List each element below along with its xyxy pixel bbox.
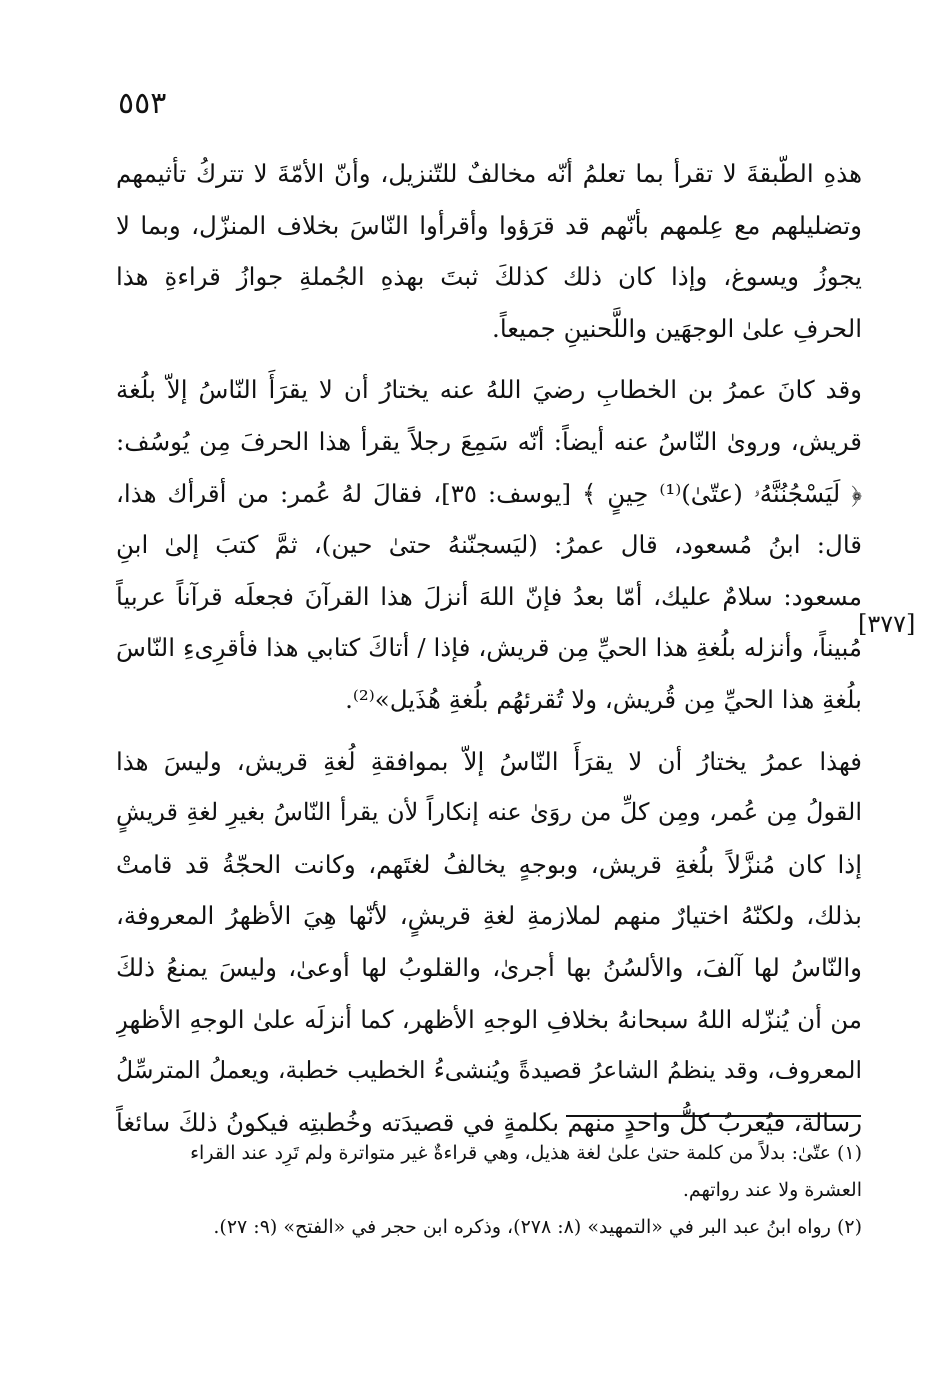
text-line: من أن يُنزّله اللهُ سبحانهُ بخلافِ الوجهِ الأظهر، كما أنزلَه علىٰ الوجهِ الأظهرِ — [116, 1004, 862, 1034]
text-line: ﴿ لَيَسْجُنُنَّهُۥ (عتّىٰ)⁽¹⁾ حِينٍ ﴾ [يوسف: ٣٥]، فقالَ لهُ عُمر: من أقرأك هذا، — [116, 478, 862, 508]
footnote-line: العشرة ولا عند رواتهم. — [682, 1179, 862, 1201]
text-line: والنّاسُ لها آلفَ، والألسُنُ بها أجرىٰ، والقلوبُ لها أوعىٰ، وليسَ يمنعُ ذلكَ — [116, 952, 862, 982]
text-line: قريش، وروىٰ النّاسُ عنه أيضاً: أنّه سَمِعَ رجلاً يقرأ هذا الحرفَ مِن يُوسُف: — [116, 426, 862, 456]
text-line: وقد كانَ عمرُ بن الخطابِ رضيَ اللهُ عنه يختارُ أن لا يقرَأَ النّاسُ إلاّ بلُغة — [116, 375, 862, 405]
text-line: وتضليلهم مع عِلمهم بأنّهم قد قرَؤوا وأقرأوا النّاسَ بخلاف المنزّل، وبما لا — [116, 210, 862, 240]
paragraph-2 — [116, 364, 862, 725]
text-line: رسالة، فيُعربُ كلُّ واحدٍ منهم بكلمةٍ في قصيدَته وخُطبتِه فيكونُ ذلكَ سائغاً — [116, 1107, 862, 1137]
text-line: المعروف، وقد ينظمُ الشاعرُ قصيدةً ويُنشىءُ الخطيب خطبة، ويعملُ المترسِّلُ — [116, 1056, 862, 1085]
footnote-line: (١) عتّىٰ: بدلاً من كلمة حتىٰ علىٰ لغة هذيل، وهي قراءةٌ غير متواترة ولم تَرِد عند القراء — [190, 1142, 862, 1164]
text-line: بلُغةِ هذا الحيِّ مِن قُريش، ولا تُقرئهُم بلُغةِ هُذَيل»⁽²⁾. — [345, 684, 862, 714]
text-line: قال: ابنُ مُسعود، قال عمرُ: (ليَسجنّنهُ حتىٰ حين)، ثمَّ كتبَ إلىٰ ابنِ — [116, 530, 862, 560]
footnote-divider — [566, 1115, 861, 1117]
paragraph-3 — [116, 736, 862, 1149]
text-line: بذلك، ولكنّهُ اختيارٌ منهم لملازمةِ لغةِ قريشٍ، لأنّها هِيَ الأظهرُ المعروفة، — [116, 901, 862, 931]
text-line: إذا كان مُنزَّلاً بلُغةِ قريش، وبوجهٍ يخالفُ لغتَهم، وكانت الحجّةُ قد قامتْ — [116, 849, 862, 879]
footnotes — [116, 1135, 862, 1246]
text-line: مُبيناً، وأنزله بلُغةِ هذا الحيِّ مِن قريش، فإذا / أتاكَ كتابي هذا فأقرِىءِ النّاسَ — [116, 633, 862, 663]
margin-reference: [٣٧٧] — [858, 610, 916, 638]
text-line: القولُ مِن عُمر، ومِن كلِّ من روَىٰ عنه إنكاراً لأن يقرأ النّاسُ بغيرِ لغةِ قريشٍ — [116, 798, 862, 827]
text-line: الحرفِ علىٰ الوجهَين واللَّحنينِ جميعاً. — [492, 313, 862, 343]
text-line: يجوزُ ويسوغ، وإذا كان ذلك كذلكَ ثبتَ بهذهِ الجُملةِ جوازُ قراءةِ هذا — [116, 262, 862, 292]
text-line: هذهِ الطّبقةَ لا تقرأ بما تعلمُ أنّه مخالفٌ للتّنزيل، وأنّ الأمّةَ لا تتركُ تأثيمهم — [116, 159, 862, 188]
paragraph-1 — [116, 148, 862, 354]
body-text — [116, 148, 862, 1158]
footnote-2 — [116, 1209, 862, 1246]
footnote-line: (٢) رواه ابنُ عبد البر في «التمهيد» (٨: ٢٧٨)، وذكره ابن حجر في «الفتح» (٩: ٢٧). — [213, 1216, 862, 1238]
page-number: ٥٥٣ — [118, 86, 167, 121]
footnote-1 — [116, 1135, 862, 1209]
text-line: مسعود: سلامٌ عليك، أمّا بعدُ فإنّ اللهَ أنزلَ هذا القرآنَ فجعلَه قرآناً عربياً — [116, 581, 862, 611]
text-line: فهذا عمرُ يختارُ أن لا يقرَأَ النّاسُ إلاّ بموافقةِ لُغةِ قريش، وليسَ هذا — [116, 746, 862, 776]
